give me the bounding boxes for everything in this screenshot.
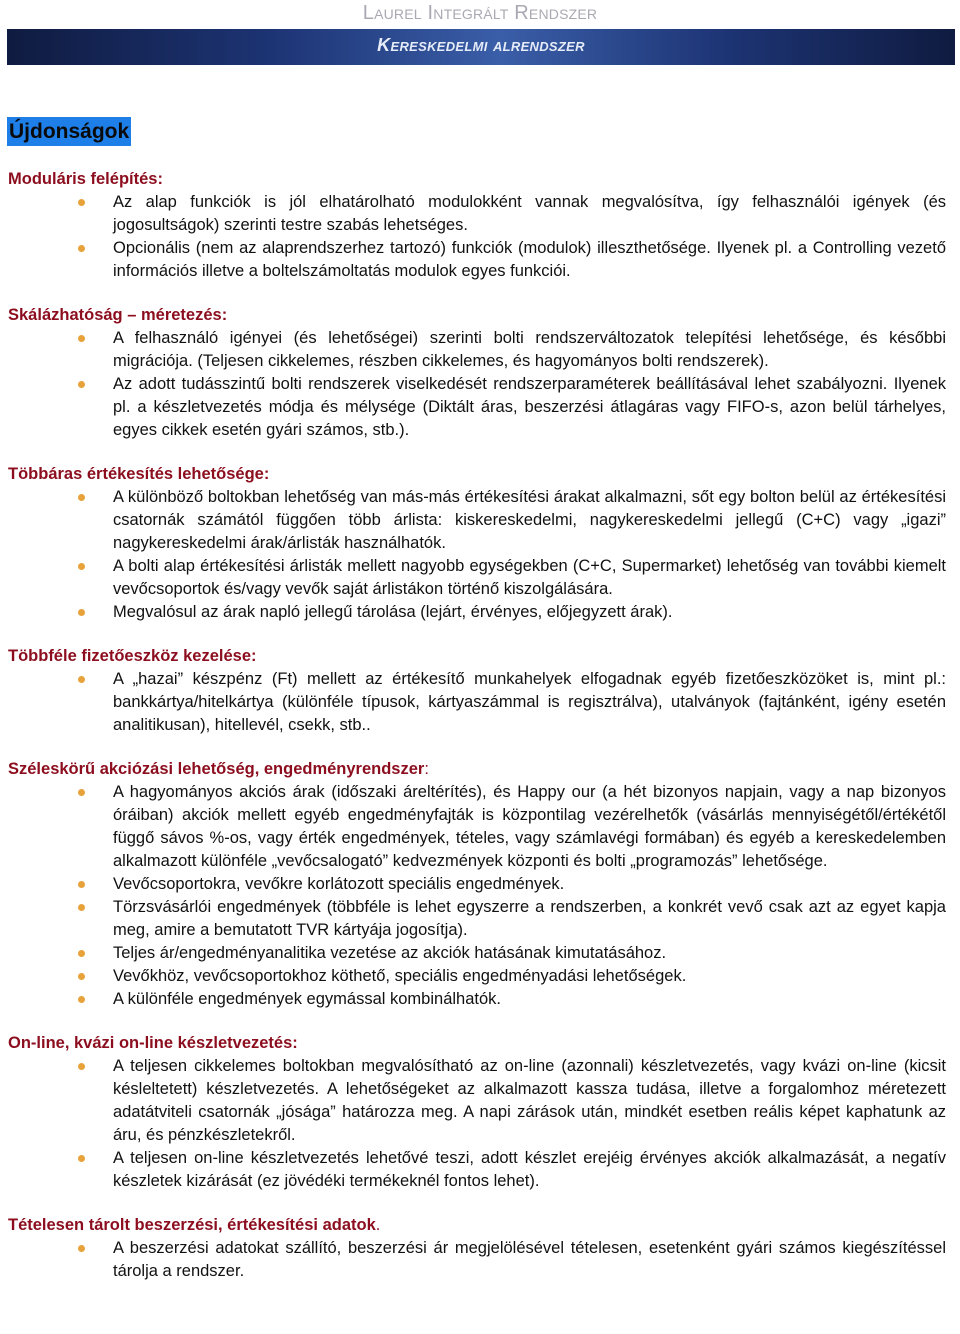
- page-title: Újdonságok: [7, 117, 131, 146]
- section-inventory: [8, 1032, 946, 1193]
- bullet-icon: [78, 950, 85, 957]
- bullet-icon: [78, 1155, 85, 1162]
- list-item: Vevőkhöz, vevőcsoportokhoz köthető, speciális engedményadási lehetőségek.: [8, 965, 946, 988]
- bullet-list: [8, 486, 946, 624]
- bullet-list: [8, 1055, 946, 1193]
- list-item: Törzsvásárlói engedmények (többféle is lehet egyszerre a rendszerben, a konkrét vevő csak azt az egyet kapja meg, amire a bemutatott TVR kártyája jogosítja).: [8, 896, 946, 942]
- bullet-icon: [78, 676, 85, 683]
- list-item: A teljesen on-line készletvezetés lehetővé teszi, adott készlet erejéig érvényes akciók alkalmazását, a negatív készletek kizárását (ez jövédéki termékeknél fontos lehet).: [8, 1147, 946, 1193]
- bullet-icon: [78, 904, 85, 911]
- list-item: Opcionális (nem az alaprendszerhez tartozó) funkciók (modulok) illeszthetősége. Ilyenek pl. a Controlling vezető információs illetve a boltelszámoltatás modulok egyes funkciói.: [8, 237, 946, 283]
- bullet-icon: [78, 609, 85, 616]
- bullet-icon: [78, 1063, 85, 1070]
- document-body: [8, 168, 946, 1304]
- bullet-icon: [78, 563, 85, 570]
- section-title: Széleskörű akciózási lehetőség, engedményrendszer:: [8, 760, 429, 778]
- section-promotions: [8, 758, 946, 1011]
- list-item: Az adott tudásszintű bolti rendszerek viselkedését rendszerparaméterek beállításával lehet szabályozni. Ilyenek pl. a készletvezetés módja és mélysége (Diktált áras, beszerzési átlagáras vagy FIFO-s, azon belül tárhelyes, egyes cikkek esetén gyári számos, stb.).: [8, 373, 946, 442]
- list-item: A különböző boltokban lehetőség van más-más értékesítési árakat alkalmazni, sőt egy bolton belül az értékesítési csatornák számától függően több árlista: kiskereskedelmi, nagykereskedelmi jellegű (C+C) vagy „igazi” nagykereskedelmi árak/árlisták használhatók.: [8, 486, 946, 555]
- list-item: A beszerzési adatokat szállító, beszerzési ár megjelölésével tételesen, esetenként gyári számos kiegészítéssel tárolja a rendszer.: [8, 1237, 946, 1283]
- bullet-list: [8, 327, 946, 442]
- list-item: A teljesen cikkelemes boltokban megvalósítható az on-line (azonnali) készletvezetés, vagy kvázi on-line (kicsit késleltetett) készletvezetés. A lehetőségeket az alkalmazott kassza tudása, illetve a forgalomhoz méretezett adatátviteli csatornák „jósága” határozza meg. A napi zárások után, mindkét esetben reális képet kaphatunk az áru, és pénzkészletekről.: [8, 1055, 946, 1147]
- list-item: Az alap funkciók is jól elhatárolható modulokként vannak megvalósítva, így felhasználói igények (és jogosultságok) szerinti testre szabás lehetséges.: [8, 191, 946, 237]
- list-item: A hagyományos akciós árak (időszaki áreltérítés), és Happy our (a hét bizonyos napjain, vagy a nap bizonyos óráiban) akciók mellett egyéb engedményfajták is központilag vezérelhetők (vásárlás mennyiségétől/értékétől függő sávos %-os, vagy érték engedmények, tételes, vagy számlavégi formában) és egyéb a kereskedelemben alkalmazott különféle „vevőcsalogató” kedvezmények központi és bolti „programozás” lehetősége.: [8, 781, 946, 873]
- bullet-list: [8, 668, 946, 737]
- section-multi-price: [8, 463, 946, 624]
- section-title: On-line, kvázi on-line készletvezetés:: [8, 1034, 298, 1052]
- list-item: Vevőcsoportokra, vevőkre korlátozott speciális engedmények.: [8, 873, 946, 896]
- section-title: Többféle fizetőeszköz kezelése:: [8, 647, 257, 665]
- subsystem-title: Kereskedelmi alrendszer: [377, 35, 585, 55]
- bullet-icon: [78, 245, 85, 252]
- bullet-icon: [78, 199, 85, 206]
- document-header: [0, 0, 960, 30]
- company-name: Laurel Integrált Rendszer: [362, 2, 598, 24]
- list-item: A különféle engedmények egymással kombinálhatók.: [8, 988, 946, 1011]
- bullet-list: [8, 1237, 946, 1283]
- list-item: Teljes ár/engedményanalitika vezetése az akciók hatásának kimutatásához.: [8, 942, 946, 965]
- list-item: Megvalósul az árak napló jellegű tárolása (lejárt, érvényes, előjegyzett árak).: [8, 601, 946, 624]
- bullet-icon: [78, 996, 85, 1003]
- list-item: A felhasználó igényei (és lehetőségei) szerinti bolti rendszerváltozatok telepítési lehetősége, és későbbi migrációja. (Teljesen cikkelemes, részben cikkelemes, és hagyományos bolti rendszerek).: [8, 327, 946, 373]
- section-title: Moduláris felépítés:: [8, 170, 163, 188]
- section-scalability: [8, 304, 946, 442]
- section-itemized-data: [8, 1214, 946, 1283]
- header-banner: [7, 29, 955, 65]
- bullet-icon: [78, 973, 85, 980]
- bullet-icon: [78, 789, 85, 796]
- bullet-icon: [78, 1245, 85, 1252]
- section-title: Többáras értékesítés lehetősége:: [8, 465, 270, 483]
- bullet-icon: [78, 494, 85, 501]
- bullet-list: [8, 781, 946, 1011]
- list-item: A „hazai” készpénz (Ft) mellett az értékesítő munkahelyek elfogadnak egyéb fizetőeszközöket is, mint pl.: bankkártya/hitelkártya (különféle típusok, kártyaszámmal is regisztrálva), utalványok (fajtánként, igény esetén analitikusan), hitellevél, csekk, stb..: [8, 668, 946, 737]
- bullet-list: [8, 191, 946, 283]
- bullet-icon: [78, 381, 85, 388]
- list-item: A bolti alap értékesítési árlisták mellett nagyobb egységekben (C+C, Supermarket) lehetőség van további kiemelt vevőcsoportok és/vagy vevők saját árlistákon történő kiszolgálására.: [8, 555, 946, 601]
- section-title: Tételesen tárolt beszerzési, értékesítési adatok.: [8, 1216, 381, 1234]
- section-modular: [8, 168, 946, 283]
- bullet-icon: [78, 335, 85, 342]
- bullet-icon: [78, 881, 85, 888]
- section-payment-methods: [8, 645, 946, 737]
- section-title: Skálázhatóság – méretezés:: [8, 306, 228, 324]
